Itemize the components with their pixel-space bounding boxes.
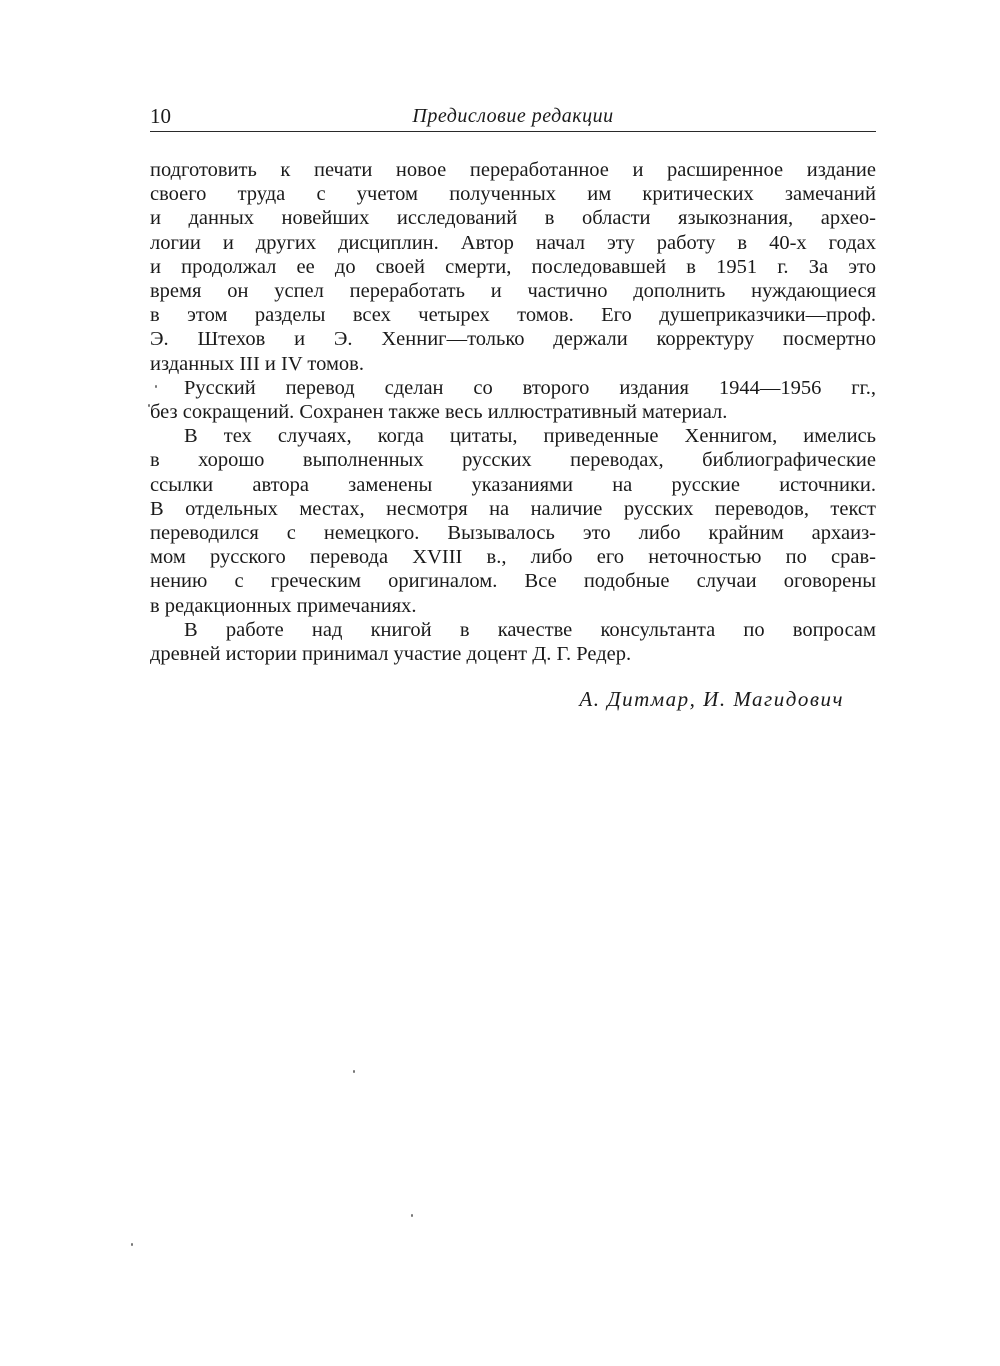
scan-speck (148, 404, 150, 407)
text-line: в этом разделы всех четырех томов. Его душеприказчики—проф. (150, 304, 876, 327)
scan-speck (131, 1243, 133, 1246)
paragraph-3 (150, 424, 876, 618)
signature: А. Дитмар, И. Магидович (579, 687, 844, 711)
text-line: В работе над книгой в качестве консультанта по вопросам (184, 618, 876, 641)
text-line: подготовить к печати новое переработанное и расширенное издание (150, 159, 876, 181)
text-line: В тех случаях, когда цитаты, приведенные Хеннигом, имелись (184, 425, 876, 448)
text-line: и продолжал ее до своей смерти, последовавшей в 1951 г. За это (150, 255, 876, 278)
text-line: изданных III и IV томов. (150, 352, 364, 375)
scan-speck (155, 385, 157, 388)
scan-speck (353, 1070, 355, 1073)
text-line: древней истории принимал участие доцент Д. Г. Редер. (150, 643, 632, 666)
text-line: в редакционных примечаниях. (150, 594, 417, 617)
text-line: без сокращений. Сохранен также весь иллюстративный материал. (150, 401, 728, 424)
text-line: ссылки автора заменены указаниями на русские источники. (150, 473, 876, 496)
text-line: и данных новейших исследований в области языкознания, архео- (150, 207, 876, 230)
paragraph-4 (150, 618, 876, 666)
running-header (150, 103, 876, 131)
text-line: Э. Штехов и Э. Хенниг—только держали корректуру посмертно (150, 328, 876, 351)
text-line: логии и других дисциплин. Автор начал эту работу в 40-х годах (150, 231, 876, 254)
text-line: Русский перевод сделан со второго издания 1944—1956 гг., (184, 376, 876, 399)
text-line: нению с греческим оригиналом. Все подобные случаи оговорены (150, 570, 876, 593)
scan-speck (411, 1214, 413, 1217)
text-line: своего труда с учетом полученных им критических замечаний (150, 183, 876, 206)
text-line: время он успел переработать и частично дополнить нуждающиеся (150, 280, 876, 303)
text-line: в хорошо выполненных русских переводах, библиографические (150, 449, 876, 472)
page-number: 10 (150, 104, 171, 128)
paragraph-1 (150, 158, 876, 376)
text-line: В отдельных местах, несмотря на наличие русских переводов, текст (150, 497, 876, 520)
running-title: Предисловие редакции (412, 105, 614, 127)
text-line: переводился с немецкого. Вызывалось это либо крайним архаиз- (150, 522, 876, 545)
body-text (150, 158, 876, 666)
text-line: мом русского перевода XVIII в., либо его неточностью по срав- (150, 546, 876, 569)
paragraph-2 (150, 376, 876, 424)
header-rule (150, 131, 876, 132)
